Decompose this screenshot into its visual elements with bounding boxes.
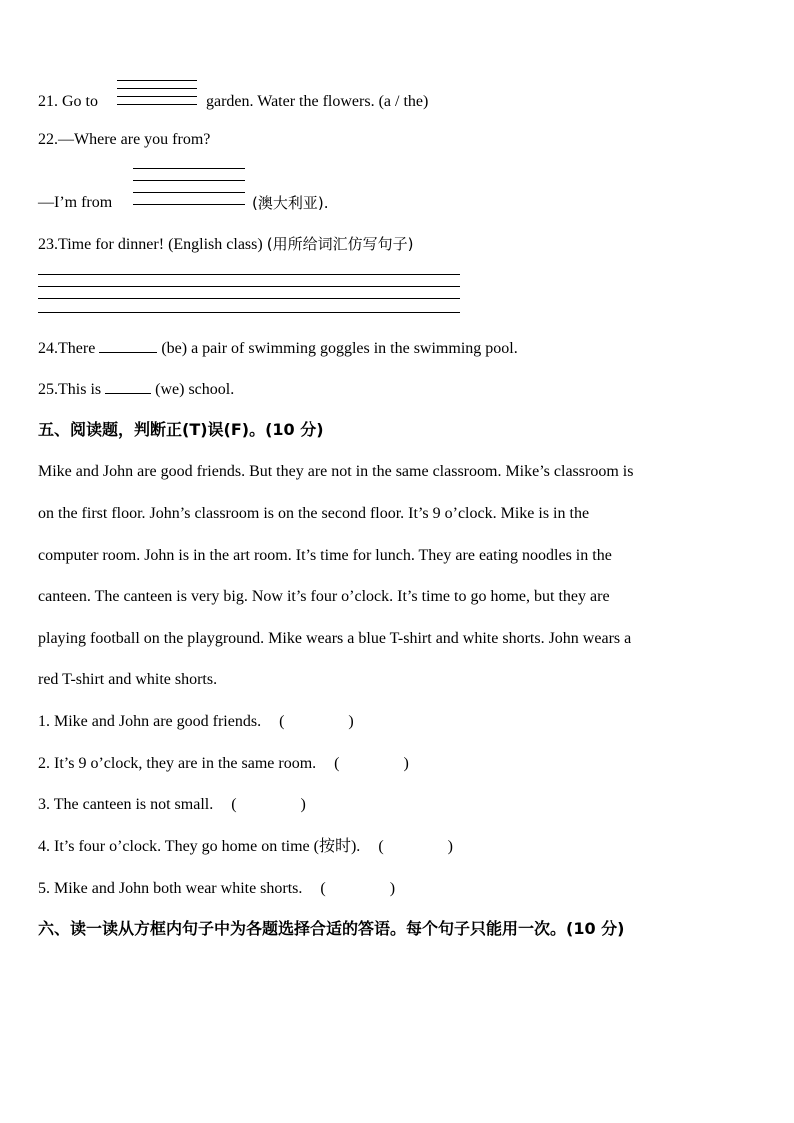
passage-line: on the first floor. John’s classroom is on the second floor. It’s 9 o’clock. Mike is in the [38, 505, 590, 522]
statement-text: 3. The canteen is not small. [38, 796, 214, 813]
question-number: 21 [38, 93, 54, 110]
statement-5 [38, 879, 395, 899]
question-text-post: (we) school. [155, 381, 235, 398]
statement-text: 5. Mike and John both wear white shorts. [38, 880, 303, 897]
answer-prefix-22: —I’m from [38, 194, 113, 211]
statement-text: 2. It’s 9 o’clock, they are in the same room. [38, 755, 317, 772]
question-text-post: (be) a pair of swimming goggles in the swimming pool. [161, 340, 518, 357]
passage-line: canteen. The canteen is very big. Now it’s four o’clock. It’s time to go home, but they are [38, 588, 610, 605]
question-25 [38, 379, 234, 400]
statement-1 [38, 712, 354, 732]
question-text-pre: 25.This is [38, 381, 102, 398]
question-text: 23.Time for dinner! (English class) [38, 236, 267, 253]
answer-lines-22[interactable] [133, 168, 245, 208]
section-6-heading: 六、读一读从方框内句子中为各题选择合适的答语。每个句子只能用一次。(10 分) [38, 919, 625, 938]
answer-blank-25[interactable] [105, 379, 151, 394]
question-text-pre: 24.There [38, 340, 96, 357]
hint-22: (澳大利亚). [252, 194, 329, 212]
answer-paren[interactable]: ( ) [231, 796, 306, 813]
statement-3 [38, 795, 306, 815]
question-22: 22.—Where are you from? [38, 131, 211, 148]
answer-blank-24[interactable] [99, 338, 157, 353]
question-text-pre: Go to [62, 93, 98, 110]
answer-lines-21[interactable] [117, 80, 197, 106]
answer-paren[interactable]: ( ) [279, 713, 354, 730]
question-23 [38, 234, 413, 255]
statement-text: 1. Mike and John are good friends. [38, 713, 262, 730]
answer-lines-23[interactable] [38, 274, 460, 314]
passage-line: red T-shirt and white shorts. [38, 671, 218, 688]
passage-line: playing football on the playground. Mike wears a blue T-shirt and white shorts. John wears a [38, 630, 632, 647]
passage-line: computer room. John is in the art room. It’s time for lunch. They are eating noodles in the [38, 547, 612, 564]
statement-text: 4. It’s four o’clock. They go home on time (按时). [38, 838, 361, 855]
statement-4 [38, 837, 453, 857]
statement-2 [38, 754, 409, 774]
passage-line: Mike and John are good friends. But they are not in the same classroom. Mike’s classroom is [38, 463, 634, 480]
answer-paren[interactable]: ( ) [378, 838, 453, 855]
answer-paren[interactable]: ( ) [320, 880, 396, 897]
instruction: (用所给词汇仿写句子) [266, 235, 414, 253]
section-5-heading: 五、阅读题，判断正(T)误(F)。(10 分) [38, 420, 324, 439]
question-text-post: garden. Water the flowers. (a / the) [206, 93, 429, 110]
question-21: 21. Go to [38, 93, 98, 110]
answer-paren[interactable]: ( ) [334, 755, 409, 772]
question-24 [38, 338, 518, 359]
